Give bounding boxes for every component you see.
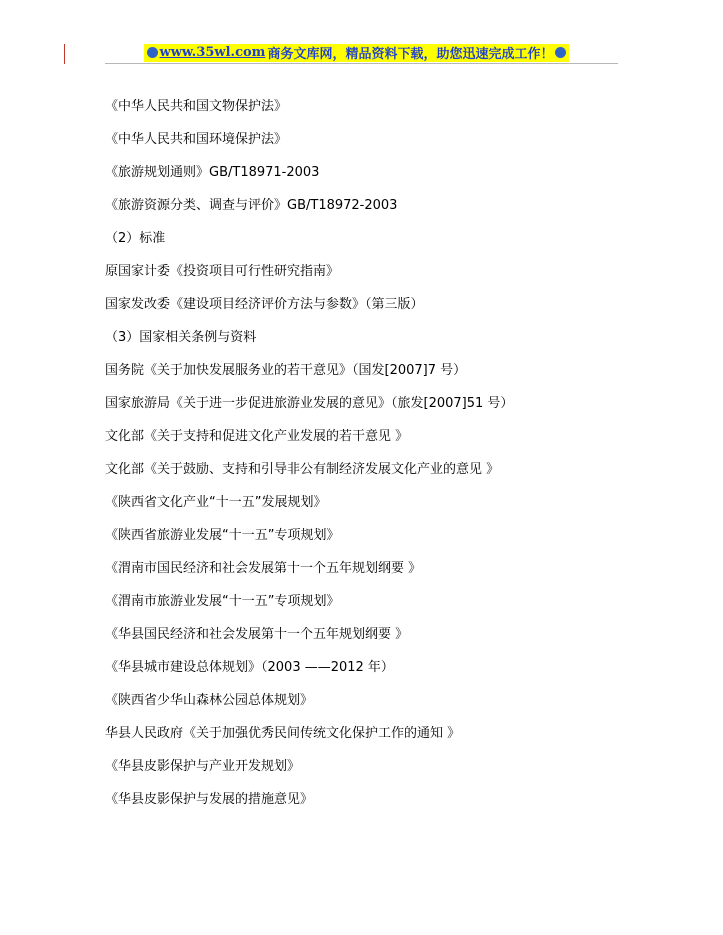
reference-line: 《陕西省文化产业“十一五”发展规划》 — [105, 495, 327, 510]
page-header — [0, 43, 723, 65]
bullet-icon — [147, 47, 158, 58]
reference-line: 原国家计委《投资项目可行性研究指南》 — [105, 264, 340, 279]
reference-line: 《华县皮影保护与产业开发规划》 — [105, 759, 301, 774]
reference-line: 国家发改委《建设项目经济评价方法与参数》（第三版） — [105, 297, 424, 312]
reference-line: 文化部《关于支持和促进文化产业发展的若干意见 》 — [105, 429, 409, 444]
reference-line: 《旅游规划通则》GB/T18971-2003 — [105, 165, 320, 180]
reference-line: 《华县皮影保护与发展的措施意见》 — [105, 792, 314, 807]
bullet-icon — [555, 47, 566, 58]
reference-line: 《陕西省旅游业发展“十一五”专项规划》 — [105, 528, 340, 543]
header-text: 商务文库网，精品资料下载，助您迅速完成工作！ — [267, 47, 554, 62]
reference-line: 华县人民政府《关于加强优秀民间传统文化保护工作的通知 》 — [105, 726, 461, 741]
reference-line: 《渭南市国民经济和社会发展第十一个五年规划纲要 》 — [105, 561, 422, 576]
header-link[interactable]: www.35wl.com — [159, 45, 266, 60]
document-body — [105, 97, 625, 823]
reference-line: 《华县国民经济和社会发展第十一个五年规划纲要 》 — [105, 627, 409, 642]
reference-line: 《中华人民共和国文物保护法》 — [105, 99, 288, 114]
reference-line: 国务院《关于加快发展服务业的若干意见》（国发[2007]7 号） — [105, 363, 467, 378]
reference-line: 《旅游资源分类、调查与评价》GB/T18972-2003 — [105, 198, 398, 213]
reference-line: 《中华人民共和国环境保护法》 — [105, 132, 288, 147]
section-heading: （2）标准 — [105, 231, 166, 246]
reference-line: 国家旅游局《关于进一步促进旅游业发展的意见》（旅发[2007]51 号） — [105, 396, 514, 411]
reference-line: 《华县城市建设总体规划》（2003 ——2012 年） — [105, 660, 394, 675]
header-banner — [144, 44, 570, 62]
header-divider — [105, 63, 618, 64]
reference-line: 文化部《关于鼓励、支持和引导非公有制经济发展文化产业的意见 》 — [105, 462, 500, 477]
reference-line: 《渭南市旅游业发展“十一五”专项规划》 — [105, 594, 340, 609]
section-heading: （3）国家相关条例与资料 — [105, 330, 257, 345]
reference-line: 《陕西省少华山森林公园总体规划》 — [105, 693, 314, 708]
